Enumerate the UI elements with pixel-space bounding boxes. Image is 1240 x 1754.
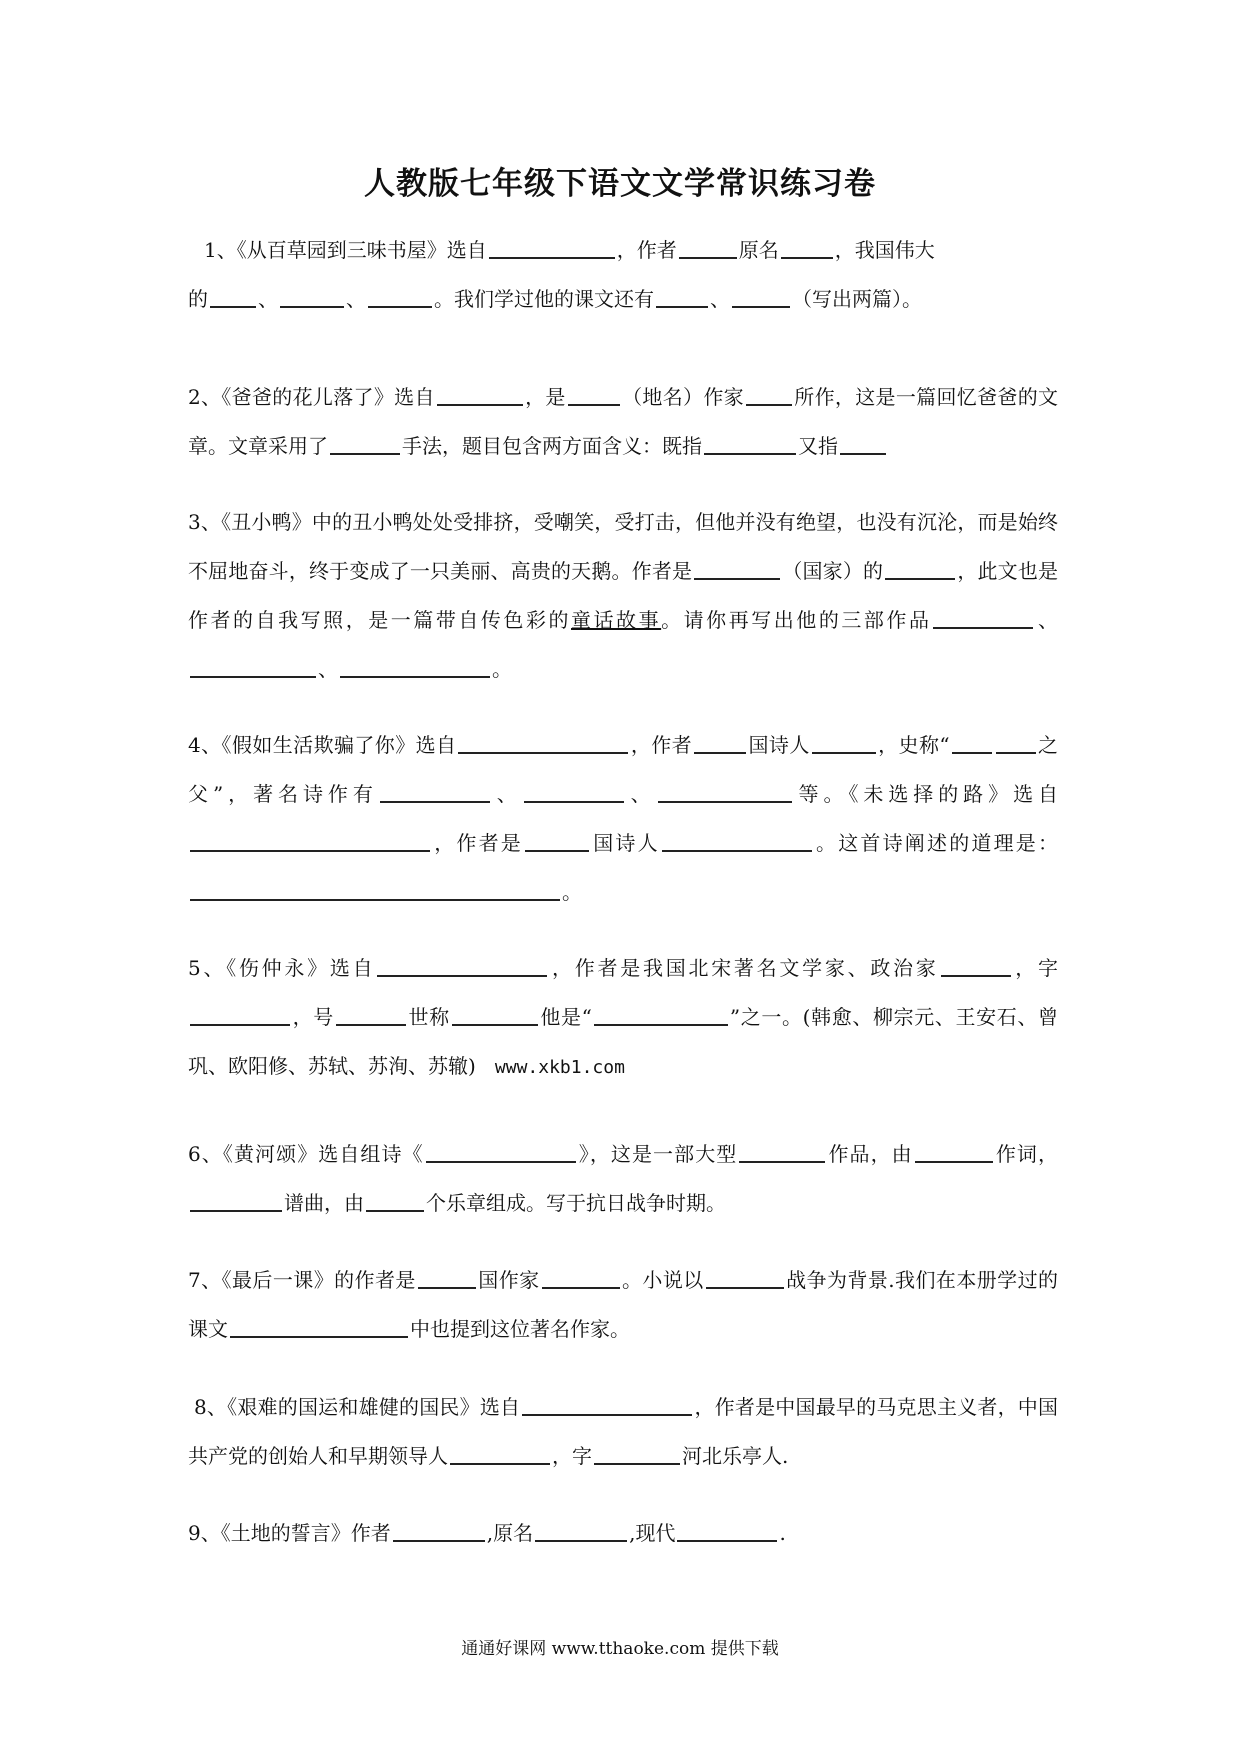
q1-text: 、 xyxy=(346,287,366,311)
blank[interactable] xyxy=(732,284,790,308)
q1-text: ，我国伟大 xyxy=(834,238,935,262)
blank[interactable] xyxy=(594,1002,728,1026)
blank[interactable] xyxy=(230,1314,408,1338)
q4-text: 等。《未选择的路》选自 xyxy=(793,782,1059,806)
q2-text: （地名）作家 xyxy=(621,385,744,409)
q2-text: 手法，题目包含两方面含义：既指 xyxy=(402,434,702,458)
q6-text: 作词， xyxy=(994,1142,1058,1166)
q4-text: ，作者是 xyxy=(432,831,523,855)
blank[interactable] xyxy=(933,605,1033,629)
blank[interactable] xyxy=(190,877,560,901)
q7-text: 国作家 xyxy=(477,1268,540,1292)
blank[interactable] xyxy=(340,654,490,678)
q5-text: ，号 xyxy=(292,1005,334,1029)
q7-text: 战争为背景.我们在本册学过的课文 xyxy=(188,1268,1059,1341)
blank[interactable] xyxy=(658,779,792,803)
blank[interactable] xyxy=(452,1002,538,1026)
blank[interactable] xyxy=(522,1392,692,1416)
question-8 xyxy=(188,1383,1058,1481)
blank[interactable] xyxy=(330,431,400,455)
q3-text: 、 xyxy=(1035,608,1059,632)
q3-underlined-text: 童话故事 xyxy=(571,608,662,632)
blank[interactable] xyxy=(366,1188,424,1212)
blank[interactable] xyxy=(662,828,812,852)
q9-text: ,现代 xyxy=(629,1521,676,1545)
q1-text: 。我们学过他的课文还有 xyxy=(434,287,654,311)
question-3 xyxy=(188,498,1058,694)
blank[interactable] xyxy=(677,1518,777,1542)
q2-text: ，是 xyxy=(524,385,566,409)
q2-text: 又指 xyxy=(798,434,838,458)
blank[interactable] xyxy=(706,1265,784,1289)
blank[interactable] xyxy=(885,556,955,580)
blank[interactable] xyxy=(542,1265,620,1289)
q3-text: ，此文也是作者的自我写照，是一篇带自传色彩的 xyxy=(188,559,1059,632)
q3-text: 3、《丑小鸭》中的丑小鸭处处受排挤，受嘲笑，受打击，但他并没有绝望，也没有沉沦，而是始终不屈地奋斗，终于变成了一只美丽、高贵的天鹅。作者是 xyxy=(188,510,1058,583)
question-6 xyxy=(188,1130,1058,1228)
q1-text: 、 xyxy=(710,287,730,311)
q1-text: 原名 xyxy=(738,238,779,262)
q3-text: （国家）的 xyxy=(782,559,884,583)
q4-text: 、 xyxy=(491,782,522,806)
blank[interactable] xyxy=(840,431,886,455)
blank[interactable] xyxy=(190,828,430,852)
q8-text: 8、《艰难的国运和雄健的国民》选自 xyxy=(194,1395,521,1419)
q6-text: 6、《黄河颂》选自组诗《 xyxy=(188,1142,424,1166)
q1-text: 、 xyxy=(258,287,278,311)
q9-text: . xyxy=(779,1521,786,1545)
q7-text: 7、《最后一课》的作者是 xyxy=(188,1268,416,1292)
blank[interactable] xyxy=(210,284,256,308)
q4-text: 之父”，著名诗作有 xyxy=(188,733,1059,806)
blank[interactable] xyxy=(594,1441,680,1465)
blank[interactable] xyxy=(450,1441,550,1465)
blank[interactable] xyxy=(418,1265,476,1289)
blank[interactable] xyxy=(739,1139,825,1163)
q1-text: （写出两篇）。 xyxy=(792,287,922,311)
q5-text: 世称 xyxy=(407,1005,450,1029)
question-5 xyxy=(188,944,1058,1092)
q8-text: 河北乐亭人. xyxy=(682,1444,789,1468)
q1-text: ，作者 xyxy=(616,238,677,262)
q2-text: 2、《爸爸的花儿落了》选自 xyxy=(188,385,435,409)
question-7 xyxy=(188,1256,1058,1354)
question-4 xyxy=(188,721,1058,917)
blank[interactable] xyxy=(280,284,344,308)
q3-text: 。 xyxy=(492,657,512,681)
blank[interactable] xyxy=(679,235,737,259)
q6-text: 谱曲，由 xyxy=(284,1191,364,1215)
q5-text: ”之一。(韩愈、柳宗元、王安石、曾巩、欧阳修、苏轼、苏洵、苏辙) xyxy=(188,1005,1059,1078)
blank[interactable] xyxy=(437,382,523,406)
page-title: 人教版七年级下语文文学常识练习卷 xyxy=(364,166,876,202)
q4-text: 4、《假如生活欺骗了你》选自 xyxy=(188,733,457,757)
q5-text: ，作者是我国北宋著名文学家、政治家 xyxy=(549,956,939,980)
blank[interactable] xyxy=(746,382,792,406)
blank[interactable] xyxy=(568,382,620,406)
blank[interactable] xyxy=(781,235,833,259)
blank[interactable] xyxy=(380,779,490,803)
blank[interactable] xyxy=(393,1518,485,1542)
blank[interactable] xyxy=(915,1139,993,1163)
q4-text: 。 xyxy=(562,880,582,904)
q9-text: 9、《土地的誓言》作者 xyxy=(188,1521,391,1545)
blank[interactable] xyxy=(489,235,615,259)
q7-text: 。小说以 xyxy=(621,1268,704,1292)
blank[interactable] xyxy=(190,1002,290,1026)
q8-text: ，字 xyxy=(552,1444,592,1468)
blank[interactable] xyxy=(336,1002,406,1026)
blank[interactable] xyxy=(704,431,796,455)
blank[interactable] xyxy=(377,953,547,977)
footer-text: 通通好课网 www.tthaoke.com 提供下载 xyxy=(461,1639,779,1659)
question-9 xyxy=(188,1509,1058,1558)
blank[interactable] xyxy=(368,284,432,308)
blank[interactable] xyxy=(952,730,992,754)
q6-text: 作品，由 xyxy=(827,1142,913,1166)
q2-text: 所作，这是一篇回忆爸爸的文章。文章采用了 xyxy=(188,385,1059,458)
q6-text: 》，这是一部大型 xyxy=(577,1142,738,1166)
blank[interactable] xyxy=(996,730,1036,754)
blank[interactable] xyxy=(941,953,1011,977)
blank[interactable] xyxy=(524,779,624,803)
q4-text: 国诗人 xyxy=(748,733,810,757)
blank[interactable] xyxy=(190,1188,282,1212)
blank[interactable] xyxy=(525,828,589,852)
q5-text: 他是“ xyxy=(539,1005,592,1029)
question-2 xyxy=(188,373,1058,471)
blank[interactable] xyxy=(535,1518,627,1542)
blank[interactable] xyxy=(694,730,746,754)
q4-text: ，作者 xyxy=(630,733,693,757)
question-1 xyxy=(188,226,1058,324)
q4-text: 国诗人 xyxy=(591,831,660,855)
blank[interactable] xyxy=(190,654,316,678)
q4-text: ，史称“ xyxy=(877,733,950,757)
q7-text: 中也提到这位著名作家。 xyxy=(410,1317,630,1341)
q9-text: ,原名 xyxy=(486,1521,534,1545)
watermark-url: www.xkb1.com xyxy=(494,1057,625,1078)
blank[interactable] xyxy=(458,730,628,754)
q3-text: 。请你再写出他的三部作品 xyxy=(661,608,932,632)
q3-text: 、 xyxy=(318,657,338,681)
q5-text: ，字 xyxy=(1012,956,1058,980)
q5-text: 5、《伤仲永》选自 xyxy=(188,956,376,980)
blank[interactable] xyxy=(694,556,780,580)
blank[interactable] xyxy=(426,1139,576,1163)
blank[interactable] xyxy=(812,730,876,754)
q1-text: 的 xyxy=(188,287,208,311)
q4-text: 、 xyxy=(625,782,656,806)
q6-text: 个乐章组成。写于抗日战争时期。 xyxy=(426,1191,726,1215)
q1-text: 1、《从百草园到三味书屋》选自 xyxy=(204,238,487,262)
blank[interactable] xyxy=(656,284,708,308)
q4-text: 。这首诗阐述的道理是： xyxy=(813,831,1059,855)
q8-text: ，作者是中国最早的马克思主义者，中国共产党的创始人和早期领导人 xyxy=(188,1395,1059,1468)
